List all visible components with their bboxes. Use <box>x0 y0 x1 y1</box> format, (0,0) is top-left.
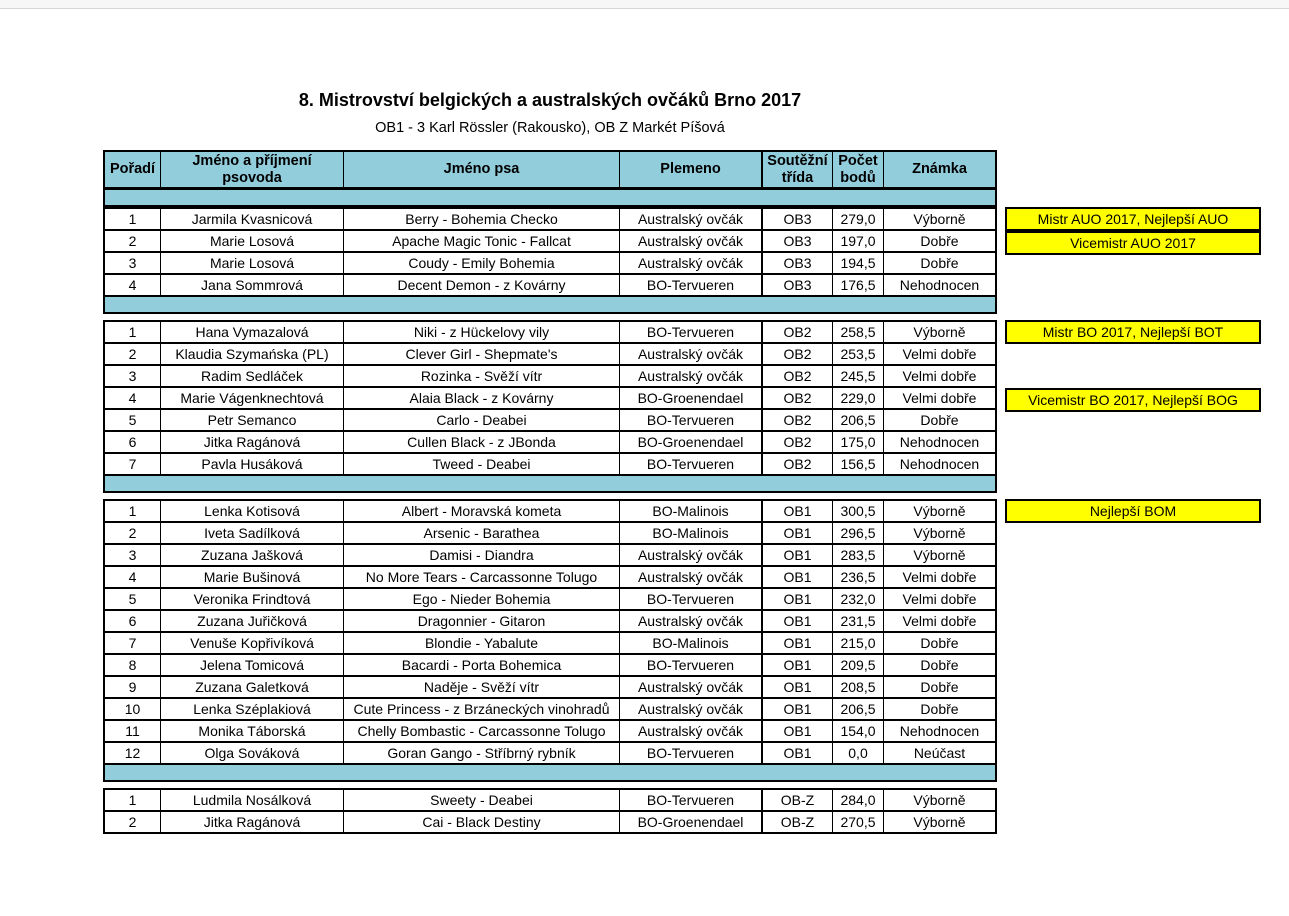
cell-handler: Petr Semanco <box>160 410 343 430</box>
cell-points: 231,5 <box>832 611 883 631</box>
cell-breed: BO-Tervueren <box>619 743 761 763</box>
cell-dog: Clever Girl - Shepmate's <box>343 344 619 364</box>
award-badge: Mistr BO 2017, Nejlepší BOT <box>1005 320 1261 344</box>
cell-breed: Australský ovčák <box>619 209 761 229</box>
table-body <box>103 190 1238 834</box>
section-spacer <box>103 297 997 314</box>
cell-breed: Australský ovčák <box>619 721 761 741</box>
cell-class: OB1 <box>761 633 832 653</box>
cell-points: 270,5 <box>832 812 883 832</box>
cell-class: OB1 <box>761 611 832 631</box>
column-header-breed: Plemeno <box>619 152 761 187</box>
cell-class: OB1 <box>761 545 832 565</box>
cell-grade: Nehodnocen <box>883 432 995 452</box>
cell-grade: Výborně <box>883 209 995 229</box>
cell-class: OB1 <box>761 699 832 719</box>
cell-breed: BO-Tervueren <box>619 454 761 474</box>
page-subtitle: OB1 - 3 Karl Rössler (Rakousko), OB Z Markét Píšová <box>375 120 725 136</box>
cell-points: 300,5 <box>832 501 883 521</box>
cell-points: 232,0 <box>832 589 883 609</box>
cell-class: OB2 <box>761 454 832 474</box>
cell-dog: Cullen Black - z JBonda <box>343 432 619 452</box>
cell-rank: 6 <box>128 434 137 450</box>
cell-grade: Výborně <box>883 523 995 543</box>
cell-grade: Dobře <box>883 633 995 653</box>
cell-breed: BO-Malinois <box>619 633 761 653</box>
cell-grade: Velmi dobře <box>883 567 995 587</box>
cell-dog: Ego - Nieder Bohemia <box>343 589 619 609</box>
cell-points: 175,0 <box>832 432 883 452</box>
cell-class: OB1 <box>761 523 832 543</box>
cell-grade: Velmi dobře <box>883 611 995 631</box>
cell-dog: Albert - Moravská kometa <box>343 501 619 521</box>
cell-handler: Jitka Ragánová <box>160 432 343 452</box>
cell-points: 206,5 <box>832 410 883 430</box>
cell-handler: Marie Vágenknechtová <box>160 388 343 408</box>
cell-handler: Zuzana Galetková <box>160 677 343 697</box>
cell-breed: BO-Groenendael <box>619 388 761 408</box>
award-badge: Mistr AUO 2017, Nejlepší AUO <box>1005 207 1261 231</box>
cell-rank: 4 <box>128 390 137 406</box>
cell-grade: Neúčast <box>883 743 995 763</box>
cell-dog: Dragonnier - Gitaron <box>343 611 619 631</box>
cell-dog: Cute Princess - z Brzáneckých vinohradů <box>343 699 619 719</box>
column-header-rank: Pořadí <box>109 161 156 178</box>
cell-grade: Velmi dobře <box>883 388 995 408</box>
cell-breed: BO-Tervueren <box>619 589 761 609</box>
cell-class: OB1 <box>761 677 832 697</box>
cell-grade: Dobře <box>883 253 995 273</box>
cell-rank: 10 <box>124 701 141 717</box>
cell-dog: Niki - z Hückelovy vily <box>343 322 619 342</box>
cell-dog: Coudy - Emily Bohemia <box>343 253 619 273</box>
cell-breed: Australský ovčák <box>619 611 761 631</box>
page-title: 8. Mistrovství belgických a australských ovčáků Brno 2017 <box>298 90 802 110</box>
cell-grade: Velmi dobře <box>883 366 995 386</box>
cell-grade: Dobře <box>883 699 995 719</box>
cell-breed: Australský ovčák <box>619 366 761 386</box>
cell-points: 283,5 <box>832 545 883 565</box>
award-badge: Nejlepší BOM <box>1005 499 1261 523</box>
cell-breed: Australský ovčák <box>619 677 761 697</box>
results-table <box>103 150 1238 834</box>
cell-dog: Naděje - Svěží vítr <box>343 677 619 697</box>
cell-handler: Monika Táborská <box>160 721 343 741</box>
award-badge: Vicemistr BO 2017, Nejlepší BOG <box>1005 388 1261 412</box>
table-row <box>105 364 995 386</box>
cell-breed: BO-Malinois <box>619 523 761 543</box>
cell-grade: Velmi dobře <box>883 344 995 364</box>
cell-class: OB2 <box>761 344 832 364</box>
cell-class: OB3 <box>761 275 832 295</box>
cell-dog: Damisi - Diandra <box>343 545 619 565</box>
cell-breed: Australský ovčák <box>619 545 761 565</box>
cell-class: OB3 <box>761 209 832 229</box>
cell-breed: BO-Tervueren <box>619 655 761 675</box>
table-section-OB2 <box>103 320 1238 476</box>
cell-dog: Apache Magic Tonic - Fallcat <box>343 231 619 251</box>
cell-dog: Alaia Black - z Kovárny <box>343 388 619 408</box>
table-row <box>105 251 995 273</box>
cell-grade: Výborně <box>883 812 995 832</box>
table-row <box>105 521 995 543</box>
cell-points: 194,5 <box>832 253 883 273</box>
cell-points: 236,5 <box>832 567 883 587</box>
table-row <box>105 790 995 810</box>
cell-handler: Marie Bušinová <box>160 567 343 587</box>
table-row <box>105 719 995 741</box>
cell-rank: 12 <box>124 745 141 761</box>
cell-handler: Olga Sováková <box>160 743 343 763</box>
cell-dog: No More Tears - Carcassonne Tolugo <box>343 567 619 587</box>
cell-dog: Chelly Bombastic - Carcassonne Tolugo <box>343 721 619 741</box>
cell-points: 156,5 <box>832 454 883 474</box>
cell-handler: Zuzana Jašková <box>160 545 343 565</box>
window-top-edge <box>0 0 1289 9</box>
table-row <box>105 653 995 675</box>
cell-rank: 6 <box>128 613 137 629</box>
cell-dog: Sweety - Deabei <box>343 790 619 810</box>
cell-points: 258,5 <box>832 322 883 342</box>
cell-grade: Výborně <box>883 501 995 521</box>
cell-rank: 2 <box>128 233 137 249</box>
cell-class: OB2 <box>761 388 832 408</box>
cell-handler: Veronika Frindtová <box>160 589 343 609</box>
cell-breed: Australský ovčák <box>619 567 761 587</box>
cell-class: OB1 <box>761 567 832 587</box>
cell-class: OB1 <box>761 501 832 521</box>
table-row <box>105 209 1229 229</box>
column-header-class: Soutěžní třída <box>761 152 832 187</box>
cell-points: 296,5 <box>832 523 883 543</box>
table-row <box>105 452 995 474</box>
cell-rank: 3 <box>128 368 137 384</box>
cell-breed: BO-Tervueren <box>619 790 761 810</box>
cell-breed: Australský ovčák <box>619 253 761 273</box>
table-row <box>105 322 1224 342</box>
cell-points: 253,5 <box>832 344 883 364</box>
table-row <box>105 631 995 653</box>
cell-breed: BO-Groenendael <box>619 432 761 452</box>
cell-handler: Lenka Széplakiová <box>160 699 343 719</box>
cell-grade: Nehodnocen <box>883 454 995 474</box>
column-header-dog: Jméno psa <box>343 152 619 187</box>
cell-grade: Nehodnocen <box>883 275 995 295</box>
cell-rank: 7 <box>128 635 137 651</box>
column-header-points: Počet bodů <box>832 152 883 187</box>
table-row <box>105 810 995 832</box>
cell-breed: BO-Tervueren <box>619 410 761 430</box>
table-row <box>105 697 995 719</box>
cell-grade: Velmi dobře <box>883 589 995 609</box>
cell-points: 279,0 <box>832 209 883 229</box>
table-section-OB3 <box>103 207 1229 297</box>
cell-dog: Goran Gango - Stříbrný rybník <box>343 743 619 763</box>
cell-class: OB1 <box>761 589 832 609</box>
cell-handler: Ludmila Nosálková <box>160 790 343 810</box>
cell-rank: 3 <box>128 255 137 271</box>
cell-handler: Pavla Husáková <box>160 454 343 474</box>
table-header-row <box>103 150 997 190</box>
cell-handler: Hana Vymazalová <box>160 322 343 342</box>
cell-class: OB3 <box>761 231 832 251</box>
section-spacer <box>103 765 997 782</box>
table-row <box>105 386 1238 408</box>
cell-class: OB-Z <box>761 790 832 810</box>
table-row <box>105 229 1196 251</box>
cell-dog: Berry - Bohemia Checko <box>343 209 619 229</box>
cell-rank: 2 <box>128 525 137 541</box>
column-header-handler: Jméno a příjmení psovoda <box>160 152 343 187</box>
cell-class: OB2 <box>761 410 832 430</box>
table-row <box>105 501 1177 521</box>
cell-dog: Cai - Black Destiny <box>343 812 619 832</box>
cell-class: OB1 <box>761 721 832 741</box>
cell-breed: BO-Tervueren <box>619 275 761 295</box>
cell-dog: Blondie - Yabalute <box>343 633 619 653</box>
award-badge: Vicemistr AUO 2017 <box>1005 231 1261 255</box>
cell-rank: 11 <box>125 723 140 739</box>
cell-handler: Jelena Tomicová <box>160 655 343 675</box>
cell-rank: 4 <box>128 569 137 585</box>
cell-breed: Australský ovčák <box>619 231 761 251</box>
cell-points: 229,0 <box>832 388 883 408</box>
cell-grade: Nehodnocen <box>883 721 995 741</box>
section-spacer <box>103 190 997 207</box>
cell-class: OB1 <box>761 655 832 675</box>
cell-rank: 1 <box>128 792 137 808</box>
table-row <box>105 587 995 609</box>
cell-points: 197,0 <box>832 231 883 251</box>
cell-breed: Australský ovčák <box>619 344 761 364</box>
cell-rank: 9 <box>128 679 137 695</box>
table-row <box>105 430 995 452</box>
cell-breed: BO-Tervueren <box>619 322 761 342</box>
cell-handler: Iveta Sadílková <box>160 523 343 543</box>
cell-class: OB-Z <box>761 812 832 832</box>
cell-points: 154,0 <box>832 721 883 741</box>
cell-handler: Zuzana Juřičková <box>160 611 343 631</box>
cell-dog: Rozinka - Svěží vítr <box>343 366 619 386</box>
cell-rank: 1 <box>128 503 137 519</box>
cell-rank: 1 <box>128 324 137 340</box>
cell-grade: Výborně <box>883 322 995 342</box>
cell-dog: Arsenic - Barathea <box>343 523 619 543</box>
cell-grade: Dobře <box>883 677 995 697</box>
table-row <box>105 741 995 763</box>
cell-points: 208,5 <box>832 677 883 697</box>
cell-class: OB3 <box>761 253 832 273</box>
cell-handler: Jana Sommrová <box>160 275 343 295</box>
cell-breed: Australský ovčák <box>619 699 761 719</box>
table-row <box>105 408 995 430</box>
cell-dog: Decent Demon - z Kovárny <box>343 275 619 295</box>
table-row <box>105 565 995 587</box>
cell-points: 0,0 <box>832 743 883 763</box>
cell-rank: 1 <box>128 211 137 227</box>
cell-points: 284,0 <box>832 790 883 810</box>
cell-rank: 2 <box>128 346 137 362</box>
cell-class: OB2 <box>761 366 832 386</box>
table-section-OB-Z <box>103 788 997 834</box>
section-spacer <box>103 476 997 493</box>
cell-grade: Výborně <box>883 790 995 810</box>
cell-grade: Dobře <box>883 655 995 675</box>
cell-points: 245,5 <box>832 366 883 386</box>
cell-points: 176,5 <box>832 275 883 295</box>
cell-handler: Klaudia Szymańska (PL) <box>160 344 343 364</box>
cell-rank: 5 <box>128 412 137 428</box>
cell-rank: 5 <box>128 591 137 607</box>
table-row <box>105 675 995 697</box>
cell-grade: Dobře <box>883 231 995 251</box>
cell-points: 215,0 <box>832 633 883 653</box>
cell-handler: Radim Sedláček <box>160 366 343 386</box>
cell-class: OB1 <box>761 743 832 763</box>
cell-grade: Dobře <box>883 410 995 430</box>
cell-dog: Carlo - Deabei <box>343 410 619 430</box>
cell-breed: BO-Malinois <box>619 501 761 521</box>
table-row <box>105 342 995 364</box>
cell-rank: 3 <box>128 547 137 563</box>
cell-points: 206,5 <box>832 699 883 719</box>
table-row <box>105 543 995 565</box>
table-section-OB1 <box>103 499 1177 765</box>
cell-handler: Venuše Kopřivíková <box>160 633 343 653</box>
cell-handler: Jarmila Kvasnicová <box>160 209 343 229</box>
cell-rank: 8 <box>128 657 137 673</box>
cell-rank: 4 <box>128 277 137 293</box>
cell-grade: Výborně <box>883 545 995 565</box>
cell-points: 209,5 <box>832 655 883 675</box>
cell-handler: Lenka Kotisová <box>160 501 343 521</box>
table-row <box>105 609 995 631</box>
cell-rank: 7 <box>128 456 137 472</box>
cell-class: OB2 <box>761 322 832 342</box>
column-header-grade: Známka <box>883 152 995 187</box>
cell-handler: Jitka Ragánová <box>160 812 343 832</box>
cell-rank: 2 <box>128 814 137 830</box>
cell-breed: BO-Groenendael <box>619 812 761 832</box>
cell-handler: Marie Losová <box>160 231 343 251</box>
cell-handler: Marie Losová <box>160 253 343 273</box>
cell-class: OB2 <box>761 432 832 452</box>
table-row <box>105 273 995 295</box>
cell-dog: Tweed - Deabei <box>343 454 619 474</box>
cell-dog: Bacardi - Porta Bohemica <box>343 655 619 675</box>
